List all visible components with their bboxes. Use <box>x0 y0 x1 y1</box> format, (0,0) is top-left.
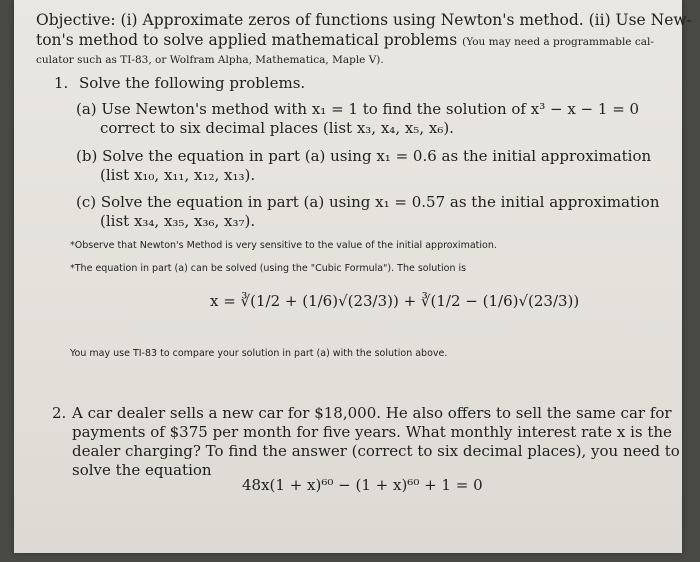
note-sensitive: *Observe that Newton's Method is very sensitive to the value of the initial approximation. <box>70 240 497 251</box>
problem-2-equation: 48x(1 + x)⁶⁰ − (1 + x)⁶⁰ + 1 = 0 <box>242 476 483 494</box>
problem-2-line-1: A car dealer sells a new car for $18,000. He also offers to sell the same car for <box>72 404 672 422</box>
objective-line-1: Objective: (i) Approximate zeros of functions using Newton's method. (ii) Use New- <box>36 11 692 29</box>
worksheet-page <box>14 0 692 553</box>
cubic-formula: x = ∛(1/2 + (1/6)√(23/3)) + ∛(1/2 − (1/6)√(23/3)) <box>210 292 580 310</box>
part-b-line-1: (b) Solve the equation in part (a) using x₁ = 0.6 as the initial approximation <box>76 147 652 165</box>
problem-2-line-3: dealer charging? To find the answer (correct to six decimal places), you need to <box>72 442 680 460</box>
part-a-line-1: (a) Use Newton's method with x₁ = 1 to find the solution of x³ − x − 1 = 0 <box>76 100 640 118</box>
problem-1-intro: Solve the following problems. <box>79 74 306 92</box>
objective-line-2-note: (You may need a programmable cal- <box>462 36 654 48</box>
note-ti83: You may use TI-83 to compare your solution in part (a) with the solution above. <box>70 348 448 359</box>
problem-2-number: 2. <box>52 404 67 422</box>
objective-line-3: culator such as TI-83, or Wolfram Alpha, Mathematica, Maple V). <box>36 54 384 66</box>
part-a-line-2: correct to six decimal places (list x₃, x₄, x₅, x₆). <box>100 119 454 137</box>
note-cubic-formula: *The equation in part (a) can be solved (using the "Cubic Formula"). The solution is <box>70 263 467 274</box>
problem-2-line-4: solve the equation <box>72 461 212 479</box>
problem-2-line-2: payments of $375 per month for five years. What monthly interest rate x is the <box>72 423 672 441</box>
objective-line-2-main: ton's method to solve applied mathematical problems <box>36 31 458 49</box>
part-c-line-1: (c) Solve the equation in part (a) using x₁ = 0.57 as the initial approximation <box>76 193 660 211</box>
part-c-line-2: (list x₃₄, x₃₅, x₃₆, x₃₇). <box>100 212 256 230</box>
part-b-line-2: (list x₁₀, x₁₁, x₁₂, x₁₃). <box>100 166 256 184</box>
problem-1-number: 1. <box>54 74 69 92</box>
objective-line-2 <box>36 30 654 52</box>
